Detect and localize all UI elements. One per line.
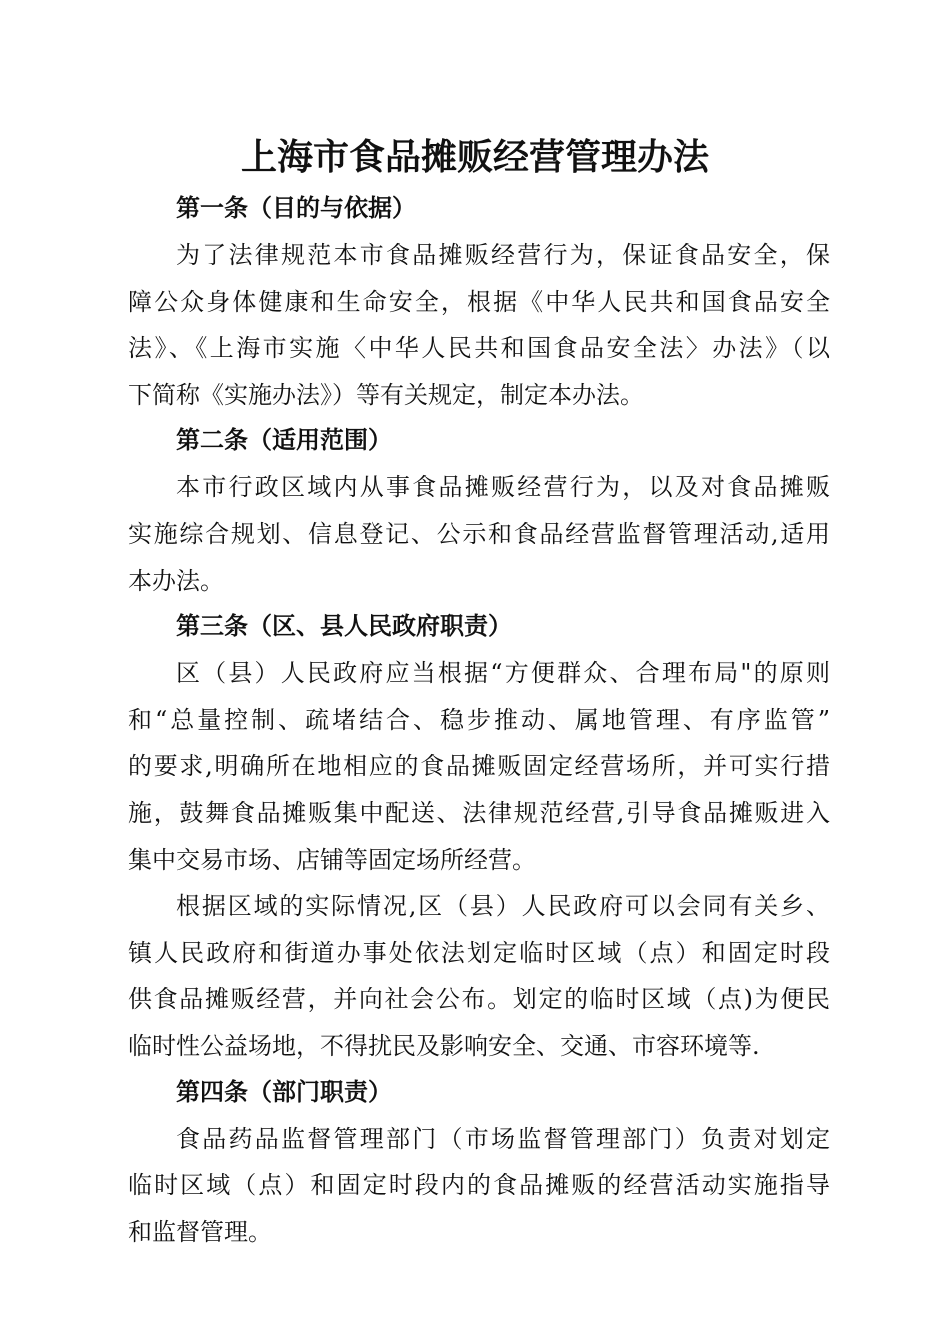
paragraph — [128, 464, 830, 604]
text-line: 障公众身体健康和生命安全，根据《中华人民共和国食品安全 — [128, 287, 830, 316]
text-line: 集中交易市场、店铺等固定场所经营。 — [128, 845, 536, 874]
text-line: 下简称《实施办法》）等有关规定，制定本办法。 — [128, 380, 644, 409]
article-heading: 第四条（部门职责） — [176, 1077, 392, 1106]
article-heading: 第二条（适用范围） — [176, 426, 392, 455]
text-line: 为了法律规范本市食品摊贩经营行为，保证食品安全，保 — [176, 241, 830, 269]
text-line: 食品药品监督管理部门（市场监督管理部门）负责对划定 — [176, 1124, 830, 1153]
text-line: 临时区域（点）和固定时段内的食品摊贩的经营活动实施指导 — [128, 1171, 830, 1200]
text-line: 和“总量控制、疏堵结合、稳步推动、属地管理、有序监管” — [128, 705, 830, 734]
document-title: 上海市食品摊贩经营管理办法 — [240, 136, 709, 179]
text-line: 区（县）人民政府应当根据“方便群众、合理布局"的原则 — [176, 659, 830, 688]
article-1 — [128, 186, 830, 418]
paragraph — [128, 650, 830, 883]
text-line: 实施综合规划、信息登记、公示和食品经营监督管理活动,适用 — [128, 519, 830, 548]
text-line: 镇人民政府和街道办事处依法划定临时区域（点）和固定时段 — [128, 938, 830, 967]
paragraph — [128, 883, 830, 1069]
text-line: 施，鼓舞食品摊贩集中配送、法律规范经营,引导食品摊贩进入 — [128, 798, 830, 827]
paragraph — [128, 232, 830, 418]
text-line: 和监督管理。 — [128, 1217, 272, 1246]
text-line: 根据区域的实际情况,区（县）人民政府可以会同有关乡、 — [176, 892, 830, 921]
text-line: 的要求,明确所在地相应的食品摊贩固定经营场所，并可实行措 — [128, 752, 830, 781]
article-heading: 第三条（区、县人民政府职责） — [176, 612, 512, 641]
text-line: 本市行政区域内从事食品摊贩经营行为，以及对食品摊贩 — [176, 473, 830, 502]
article-2 — [128, 418, 830, 604]
text-line: 法》、《上海市实施〈中华人民共和国食品安全法〉办法》（以 — [128, 334, 830, 363]
article-3 — [128, 604, 830, 1069]
text-line: 本办法。 — [128, 566, 224, 595]
paragraph — [128, 1116, 830, 1256]
article-4 — [128, 1070, 830, 1256]
text-line: 供食品摊贩经营，并向社会公布。划定的临时区域（点)为便民 — [128, 985, 830, 1014]
article-heading: 第一条（目的与依据） — [176, 194, 416, 222]
text-line: 临时性公益场地，不得扰民及影响安全、交通、市容环境等. — [128, 1031, 760, 1060]
document-body — [128, 186, 830, 1255]
